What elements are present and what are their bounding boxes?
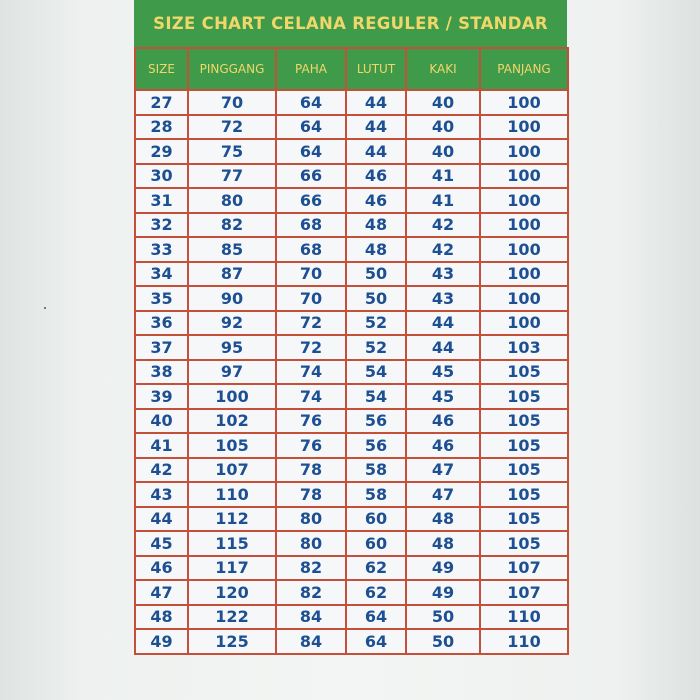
header-lutut: LUTUT bbox=[346, 48, 406, 90]
cell-paha: 64 bbox=[276, 90, 346, 115]
cell-kaki: 46 bbox=[406, 409, 480, 434]
cell-size: 49 bbox=[135, 629, 188, 654]
cell-lutut: 64 bbox=[346, 629, 406, 654]
cell-pinggang: 110 bbox=[188, 482, 276, 507]
cell-paha: 82 bbox=[276, 580, 346, 605]
cell-pinggang: 90 bbox=[188, 286, 276, 311]
cell-size: 46 bbox=[135, 556, 188, 581]
cell-size: 33 bbox=[135, 237, 188, 262]
cell-panjang: 105 bbox=[480, 384, 568, 409]
cell-pinggang: 100 bbox=[188, 384, 276, 409]
cell-pinggang: 112 bbox=[188, 507, 276, 532]
table-row bbox=[135, 458, 568, 483]
cell-size: 30 bbox=[135, 164, 188, 189]
cell-pinggang: 95 bbox=[188, 335, 276, 360]
cell-paha: 66 bbox=[276, 164, 346, 189]
cell-panjang: 105 bbox=[480, 482, 568, 507]
cell-kaki: 44 bbox=[406, 311, 480, 336]
cell-pinggang: 122 bbox=[188, 605, 276, 630]
cell-paha: 76 bbox=[276, 409, 346, 434]
cell-kaki: 42 bbox=[406, 237, 480, 262]
cell-kaki: 48 bbox=[406, 507, 480, 532]
cell-size: 39 bbox=[135, 384, 188, 409]
cell-kaki: 50 bbox=[406, 629, 480, 654]
table-row bbox=[135, 262, 568, 287]
cell-panjang: 100 bbox=[480, 213, 568, 238]
cell-paha: 78 bbox=[276, 458, 346, 483]
cell-lutut: 48 bbox=[346, 213, 406, 238]
cell-lutut: 60 bbox=[346, 531, 406, 556]
cell-lutut: 60 bbox=[346, 507, 406, 532]
cell-paha: 72 bbox=[276, 335, 346, 360]
cell-size: 44 bbox=[135, 507, 188, 532]
table-row bbox=[135, 237, 568, 262]
cell-panjang: 105 bbox=[480, 507, 568, 532]
table-row bbox=[135, 90, 568, 115]
table-row bbox=[135, 286, 568, 311]
cell-lutut: 62 bbox=[346, 580, 406, 605]
cell-kaki: 43 bbox=[406, 286, 480, 311]
cell-pinggang: 80 bbox=[188, 188, 276, 213]
cell-size: 32 bbox=[135, 213, 188, 238]
cell-lutut: 44 bbox=[346, 115, 406, 140]
cell-kaki: 47 bbox=[406, 458, 480, 483]
cell-kaki: 49 bbox=[406, 556, 480, 581]
chart-title: SIZE CHART CELANA REGULER / STANDAR bbox=[134, 0, 567, 49]
cell-size: 36 bbox=[135, 311, 188, 336]
cell-pinggang: 70 bbox=[188, 90, 276, 115]
cell-panjang: 105 bbox=[480, 458, 568, 483]
cell-paha: 70 bbox=[276, 262, 346, 287]
cell-panjang: 100 bbox=[480, 286, 568, 311]
cell-kaki: 48 bbox=[406, 531, 480, 556]
table-row bbox=[135, 115, 568, 140]
header-paha: PAHA bbox=[276, 48, 346, 90]
cell-kaki: 41 bbox=[406, 164, 480, 189]
cell-paha: 64 bbox=[276, 139, 346, 164]
header-row bbox=[135, 48, 568, 90]
cell-kaki: 46 bbox=[406, 433, 480, 458]
cell-lutut: 58 bbox=[346, 482, 406, 507]
cell-size: 48 bbox=[135, 605, 188, 630]
header-size: SIZE bbox=[135, 48, 188, 90]
speck bbox=[44, 307, 46, 309]
cell-panjang: 105 bbox=[480, 409, 568, 434]
cell-paha: 78 bbox=[276, 482, 346, 507]
table-row bbox=[135, 188, 568, 213]
cell-size: 43 bbox=[135, 482, 188, 507]
cell-panjang: 105 bbox=[480, 531, 568, 556]
cell-size: 47 bbox=[135, 580, 188, 605]
cell-paha: 74 bbox=[276, 360, 346, 385]
table-row bbox=[135, 213, 568, 238]
cell-size: 38 bbox=[135, 360, 188, 385]
table-row bbox=[135, 360, 568, 385]
cell-paha: 74 bbox=[276, 384, 346, 409]
cell-lutut: 48 bbox=[346, 237, 406, 262]
cell-size: 28 bbox=[135, 115, 188, 140]
cell-pinggang: 120 bbox=[188, 580, 276, 605]
cell-panjang: 100 bbox=[480, 262, 568, 287]
table-row bbox=[135, 433, 568, 458]
cell-pinggang: 105 bbox=[188, 433, 276, 458]
cell-pinggang: 117 bbox=[188, 556, 276, 581]
cell-kaki: 40 bbox=[406, 90, 480, 115]
cell-kaki: 41 bbox=[406, 188, 480, 213]
cell-kaki: 43 bbox=[406, 262, 480, 287]
table-row bbox=[135, 482, 568, 507]
cell-lutut: 56 bbox=[346, 433, 406, 458]
size-chart-table bbox=[134, 47, 569, 655]
cell-kaki: 50 bbox=[406, 605, 480, 630]
cell-paha: 64 bbox=[276, 115, 346, 140]
cell-pinggang: 82 bbox=[188, 213, 276, 238]
cell-lutut: 62 bbox=[346, 556, 406, 581]
cell-lutut: 52 bbox=[346, 335, 406, 360]
table-row bbox=[135, 164, 568, 189]
cell-pinggang: 115 bbox=[188, 531, 276, 556]
cell-lutut: 56 bbox=[346, 409, 406, 434]
cell-panjang: 105 bbox=[480, 433, 568, 458]
cell-pinggang: 92 bbox=[188, 311, 276, 336]
cell-panjang: 100 bbox=[480, 311, 568, 336]
cell-kaki: 45 bbox=[406, 360, 480, 385]
cell-panjang: 107 bbox=[480, 580, 568, 605]
table-row bbox=[135, 139, 568, 164]
table-row bbox=[135, 384, 568, 409]
cell-pinggang: 97 bbox=[188, 360, 276, 385]
cell-size: 42 bbox=[135, 458, 188, 483]
cell-lutut: 50 bbox=[346, 262, 406, 287]
cell-paha: 76 bbox=[276, 433, 346, 458]
cell-size: 40 bbox=[135, 409, 188, 434]
cell-pinggang: 125 bbox=[188, 629, 276, 654]
cell-pinggang: 72 bbox=[188, 115, 276, 140]
cell-paha: 80 bbox=[276, 531, 346, 556]
cell-pinggang: 102 bbox=[188, 409, 276, 434]
cell-panjang: 110 bbox=[480, 605, 568, 630]
cell-paha: 70 bbox=[276, 286, 346, 311]
header-pinggang: PINGGANG bbox=[188, 48, 276, 90]
cell-panjang: 100 bbox=[480, 115, 568, 140]
cell-paha: 82 bbox=[276, 556, 346, 581]
cell-kaki: 47 bbox=[406, 482, 480, 507]
table-row bbox=[135, 629, 568, 654]
table-row bbox=[135, 409, 568, 434]
cell-paha: 68 bbox=[276, 213, 346, 238]
table-row bbox=[135, 605, 568, 630]
cell-size: 35 bbox=[135, 286, 188, 311]
cell-lutut: 54 bbox=[346, 384, 406, 409]
cell-lutut: 44 bbox=[346, 139, 406, 164]
cell-panjang: 100 bbox=[480, 237, 568, 262]
table-row bbox=[135, 556, 568, 581]
cell-pinggang: 85 bbox=[188, 237, 276, 262]
table-row bbox=[135, 507, 568, 532]
cell-paha: 84 bbox=[276, 629, 346, 654]
cell-size: 27 bbox=[135, 90, 188, 115]
cell-size: 41 bbox=[135, 433, 188, 458]
cell-pinggang: 75 bbox=[188, 139, 276, 164]
cell-size: 45 bbox=[135, 531, 188, 556]
cell-paha: 80 bbox=[276, 507, 346, 532]
cell-panjang: 103 bbox=[480, 335, 568, 360]
cell-size: 31 bbox=[135, 188, 188, 213]
cell-lutut: 46 bbox=[346, 188, 406, 213]
cell-size: 34 bbox=[135, 262, 188, 287]
cell-paha: 84 bbox=[276, 605, 346, 630]
table-row bbox=[135, 311, 568, 336]
table-row bbox=[135, 531, 568, 556]
cell-panjang: 100 bbox=[480, 139, 568, 164]
cell-panjang: 110 bbox=[480, 629, 568, 654]
cell-panjang: 100 bbox=[480, 164, 568, 189]
header-panjang: PANJANG bbox=[480, 48, 568, 90]
cell-kaki: 40 bbox=[406, 139, 480, 164]
cell-paha: 68 bbox=[276, 237, 346, 262]
cell-paha: 72 bbox=[276, 311, 346, 336]
header-kaki: KAKI bbox=[406, 48, 480, 90]
cell-lutut: 46 bbox=[346, 164, 406, 189]
cell-paha: 66 bbox=[276, 188, 346, 213]
cell-kaki: 42 bbox=[406, 213, 480, 238]
cell-lutut: 50 bbox=[346, 286, 406, 311]
cell-kaki: 44 bbox=[406, 335, 480, 360]
cell-kaki: 45 bbox=[406, 384, 480, 409]
table-row bbox=[135, 335, 568, 360]
cell-pinggang: 77 bbox=[188, 164, 276, 189]
cell-panjang: 107 bbox=[480, 556, 568, 581]
cell-kaki: 40 bbox=[406, 115, 480, 140]
cell-lutut: 64 bbox=[346, 605, 406, 630]
cell-lutut: 54 bbox=[346, 360, 406, 385]
cell-panjang: 100 bbox=[480, 188, 568, 213]
cell-lutut: 44 bbox=[346, 90, 406, 115]
cell-lutut: 58 bbox=[346, 458, 406, 483]
cell-pinggang: 107 bbox=[188, 458, 276, 483]
cell-pinggang: 87 bbox=[188, 262, 276, 287]
table-body bbox=[135, 90, 568, 654]
cell-size: 29 bbox=[135, 139, 188, 164]
cell-panjang: 105 bbox=[480, 360, 568, 385]
cell-kaki: 49 bbox=[406, 580, 480, 605]
cell-panjang: 100 bbox=[480, 90, 568, 115]
cell-size: 37 bbox=[135, 335, 188, 360]
cell-lutut: 52 bbox=[346, 311, 406, 336]
table-row bbox=[135, 580, 568, 605]
